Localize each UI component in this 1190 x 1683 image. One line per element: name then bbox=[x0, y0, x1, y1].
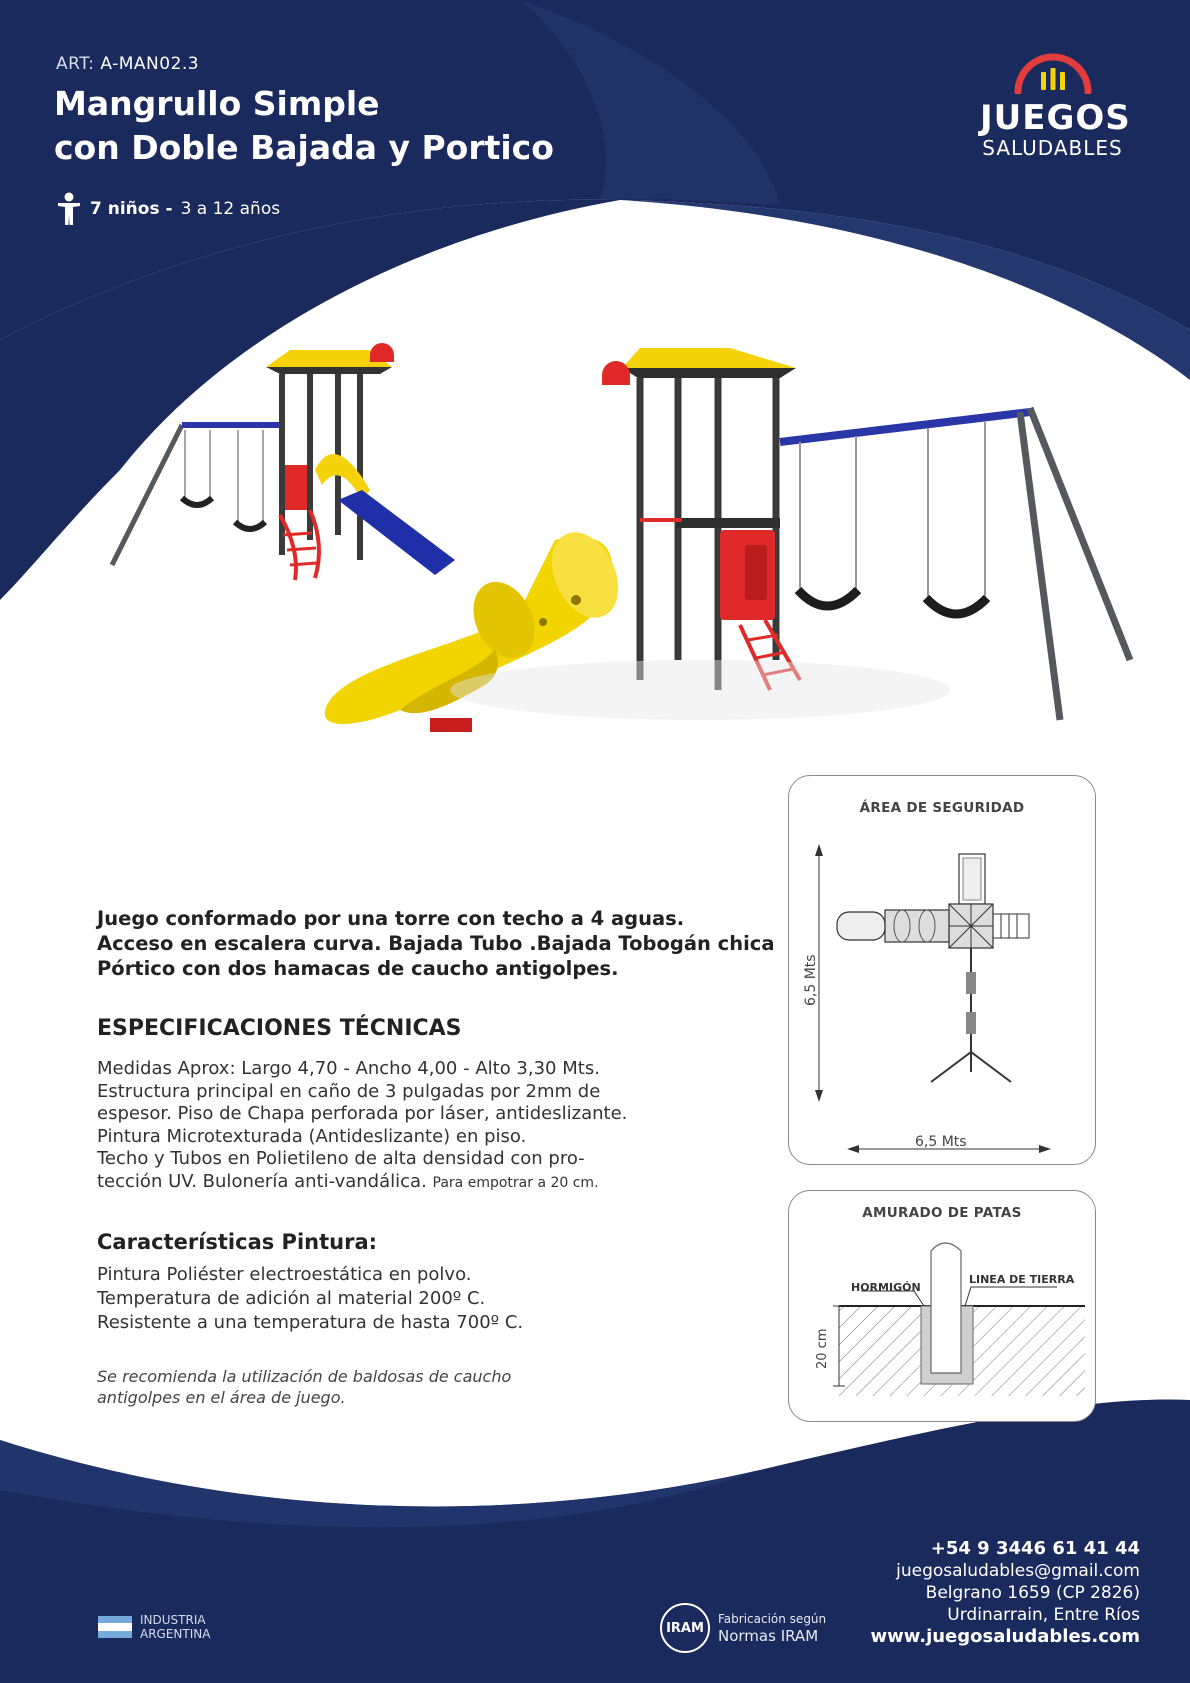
industry-argentina bbox=[98, 1613, 210, 1641]
spec-line: espesor. Piso de Chapa perforada por láser, antideslizante. bbox=[97, 1103, 628, 1124]
spec-line: Pintura Microtexturada (Antideslizante) en piso. bbox=[97, 1125, 527, 1147]
paint-line: Temperatura de adición al material 200º C. bbox=[97, 1288, 486, 1309]
logo-word-2: SALUDABLES bbox=[982, 136, 1123, 160]
address-line-2: Urdinarrain, Entre Ríos bbox=[947, 1605, 1140, 1625]
footing-title: AMURADO DE PATAS bbox=[862, 1205, 1022, 1221]
spec-line: Medidas Aprox: Largo 4,70 - Ancho 4,00 - Alto 3,30 Mts. bbox=[97, 1058, 600, 1079]
paint-heading: Características Pintura: bbox=[97, 1230, 378, 1254]
recommendation-note: Se recomienda la utilización de baldosas de caucho antigolpes en el área de juego. bbox=[97, 1367, 512, 1407]
product-illustration bbox=[100, 330, 1190, 800]
concrete-label: HORMIGÓN bbox=[851, 1281, 921, 1294]
article-code: ART: A-MAN02.3 bbox=[56, 54, 200, 74]
paint-list bbox=[97, 1263, 657, 1335]
industry-line-1: INDUSTRIA bbox=[140, 1613, 206, 1627]
iram-line-2: Normas IRAM bbox=[718, 1626, 819, 1645]
footing-drawing bbox=[789, 1191, 1095, 1421]
spec-line: Techo y Tubos en Polietileno de alta densidad con pro- bbox=[97, 1148, 585, 1169]
specs-heading: ESPECIFICACIONES TÉCNICAS bbox=[97, 1016, 462, 1041]
safety-area-diagram bbox=[788, 775, 1096, 1165]
industry-line-2: ARGENTINA bbox=[140, 1627, 211, 1641]
title-line-2: con Doble Bajada y Portico bbox=[54, 128, 554, 167]
spec-line: Estructura principal en caño de 3 pulgadas por 2mm de bbox=[97, 1080, 601, 1102]
argentina-flag-icon bbox=[98, 1616, 132, 1638]
ground-line-label: LINEA DE TIERRA bbox=[969, 1273, 1075, 1286]
product-title bbox=[54, 82, 554, 170]
product-description bbox=[97, 906, 775, 981]
capacity-info bbox=[56, 192, 280, 226]
description-line: Pórtico con dos hamacas de caucho antigolpes. bbox=[97, 957, 619, 980]
description-line: Juego conformado por una torre con techo a 4 aguas. bbox=[97, 907, 685, 930]
iram-badge-icon: IRAM bbox=[660, 1603, 710, 1653]
specs-list bbox=[97, 1058, 657, 1194]
depth-label: 20 cm bbox=[815, 1328, 830, 1369]
iram-certification bbox=[660, 1603, 826, 1653]
arch-logo-icon bbox=[1008, 52, 1098, 94]
title-line-1: Mangrullo Simple bbox=[54, 84, 380, 123]
safety-area-title: ÁREA DE SEGURIDAD bbox=[859, 800, 1025, 816]
footing-diagram bbox=[788, 1190, 1096, 1422]
child-icon bbox=[56, 192, 82, 226]
logo-word-1: JUEGOS bbox=[980, 98, 1131, 138]
paint-line: Resistente a una temperatura de hasta 700º C. bbox=[97, 1312, 524, 1333]
contact-info bbox=[871, 1538, 1141, 1648]
safety-plan-drawing bbox=[789, 776, 1095, 1164]
description-line: Acceso en escalera curva. Bajada Tubo .Bajada Tobogán chica bbox=[97, 932, 775, 955]
spec-embed-note: Para empotrar a 20 cm. bbox=[432, 1174, 599, 1191]
website-link[interactable]: www.juegosaludables.com bbox=[870, 1626, 1140, 1647]
spec-line-last: tección UV. Bulonería anti-vandálica. Para empotrar a 20 cm. bbox=[97, 1170, 599, 1192]
brand-logo bbox=[980, 52, 1131, 160]
address-line-1: Belgrano 1659 (CP 2826) bbox=[925, 1583, 1140, 1603]
iram-line-1: Fabricación según bbox=[718, 1611, 827, 1626]
phone-link[interactable]: +54 9 3446 61 41 44 bbox=[930, 1538, 1140, 1559]
paint-line: Pintura Poliéster electroestática en polvo. bbox=[97, 1264, 472, 1285]
capacity-kids: 7 niños - bbox=[90, 199, 173, 219]
email-link[interactable]: juegosaludables@gmail.com bbox=[896, 1561, 1140, 1581]
vertical-dimension-label: 6,5 Mts bbox=[803, 954, 819, 1006]
horizontal-dimension-label: 6,5 Mts bbox=[915, 1134, 967, 1150]
capacity-ages: 3 a 12 años bbox=[180, 199, 281, 219]
